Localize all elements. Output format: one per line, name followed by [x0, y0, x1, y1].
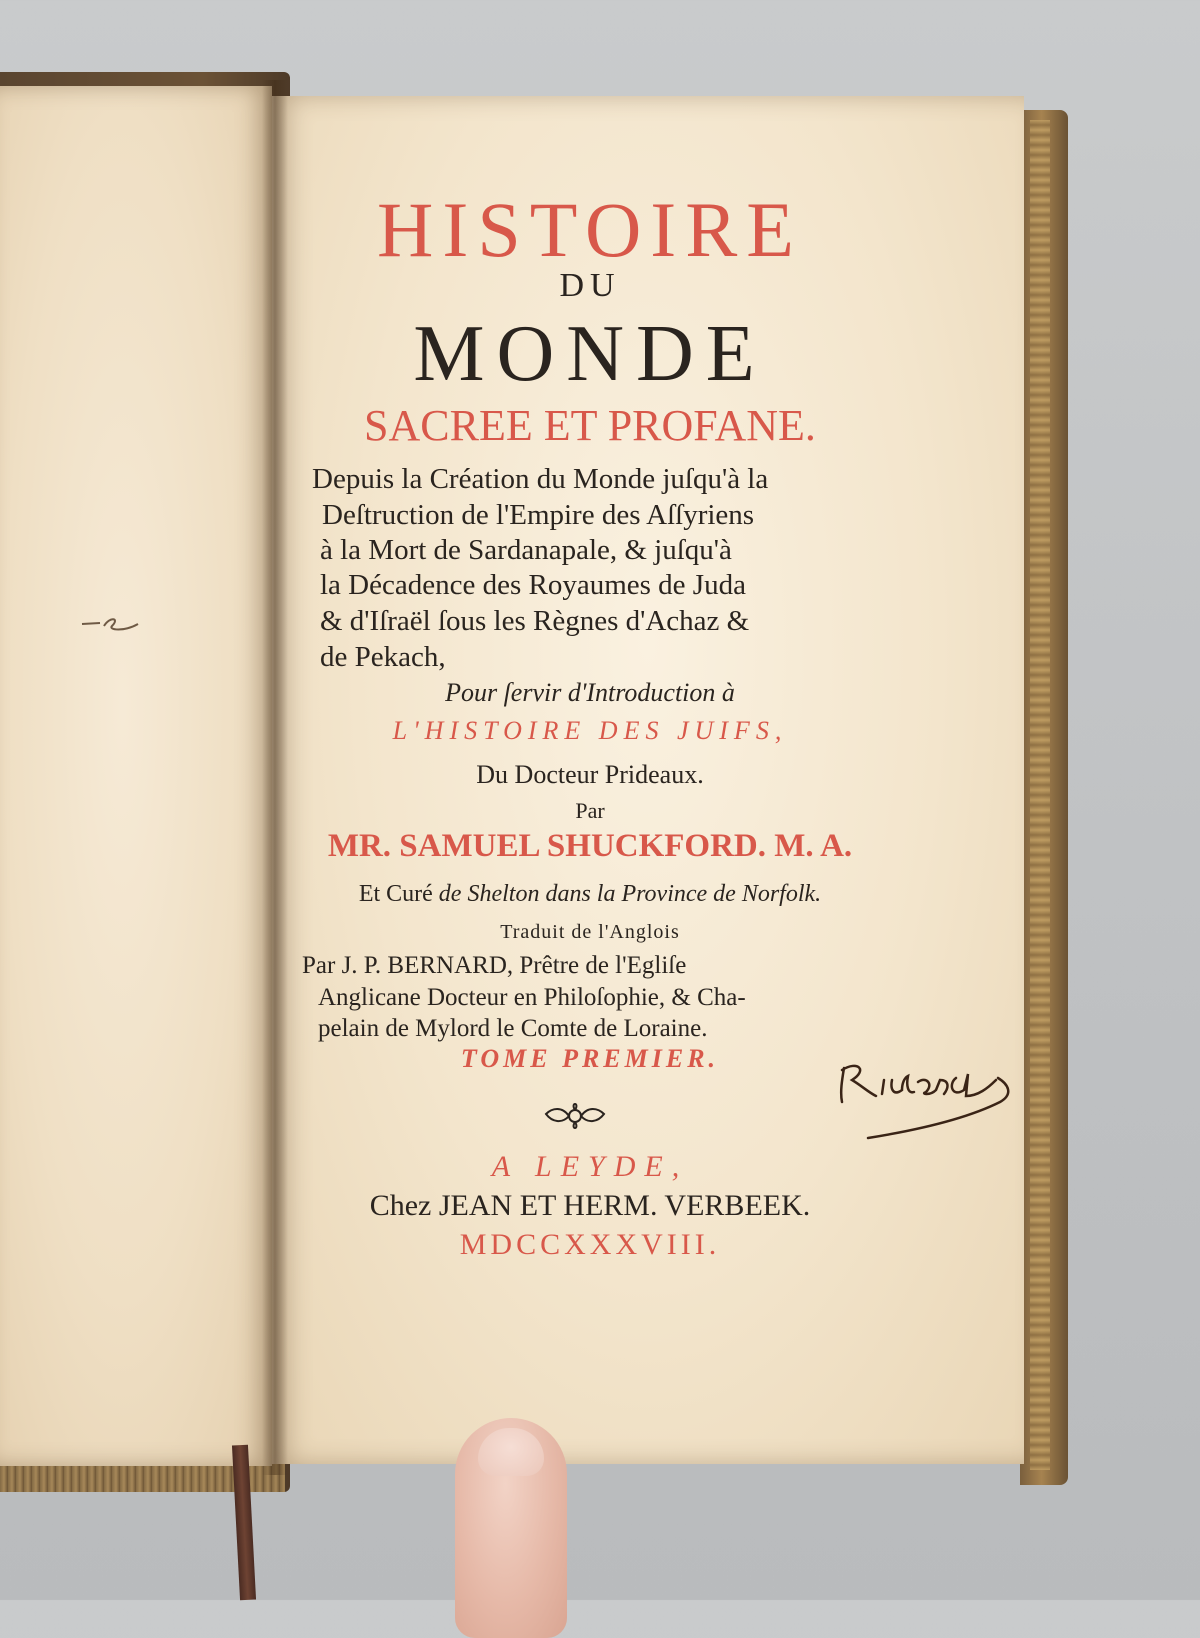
author-line: MR. SAMUEL SHUCKFORD. M. A. — [327, 828, 853, 864]
translator-line: Anglicane Docteur en Philoſophie, & Cha- — [318, 984, 746, 1011]
cure-line — [290, 880, 890, 908]
title-du: DU — [559, 267, 621, 304]
par-line: Par — [575, 798, 605, 823]
date-line: MDCCXXXVIII. — [459, 1228, 721, 1261]
translator-line: Par J. P. BERNARD, Prêtre de l'Egliſe — [302, 952, 687, 979]
thumb-nail — [478, 1428, 544, 1476]
subtitle-line: Depuis la Création du Monde juſqu'à la — [312, 463, 769, 495]
subtitle-line: & d'Iſraël ſous les Règnes d'Achaz & — [320, 605, 750, 637]
gutter-shadow — [262, 80, 288, 1475]
subtitle-line: à la Mort de Sardanapale, & juſqu'à — [320, 534, 732, 566]
subtitle-line: la Décadence des Royaumes de Juda — [320, 569, 746, 601]
cure-rest: de Shelton dans la Province de Norfolk. — [438, 881, 822, 907]
histoire-juifs-line: L'HISTOIRE DES JUIFS, — [392, 716, 788, 745]
cure-prefix: Et Curé — [358, 881, 433, 907]
tome-line: TOME PREMIER. — [460, 1044, 720, 1073]
blank-left-page — [0, 86, 272, 1466]
place-line: A LEYDE, — [491, 1150, 689, 1183]
traduit-line: Traduit de l'Anglois — [500, 921, 680, 943]
title-monde: MONDE — [413, 310, 767, 398]
fleuron-ornament-icon — [540, 1100, 610, 1132]
pencil-mark-icon — [80, 612, 142, 634]
translator-line: pelain de Mylord le Comte de Loraine. — [318, 1015, 708, 1042]
gilt-edge-right — [1030, 120, 1050, 1470]
handwritten-signature — [818, 1040, 1028, 1140]
subtitle-line: de Pekach, — [320, 641, 446, 673]
publisher-line: Chez JEAN ET HERM. VERBEEK. — [369, 1189, 811, 1222]
title-histoire: HISTOIRE — [377, 186, 803, 273]
title-sacree: SACREE ET PROFANE. — [364, 401, 816, 450]
subtitle-line: Deſtruction de l'Empire des Aſſyriens — [322, 499, 755, 531]
pour-servir-line: Pour ſervir d'Introduction à — [445, 678, 735, 707]
du-docteur-line: Du Docteur Prideaux. — [476, 760, 704, 789]
